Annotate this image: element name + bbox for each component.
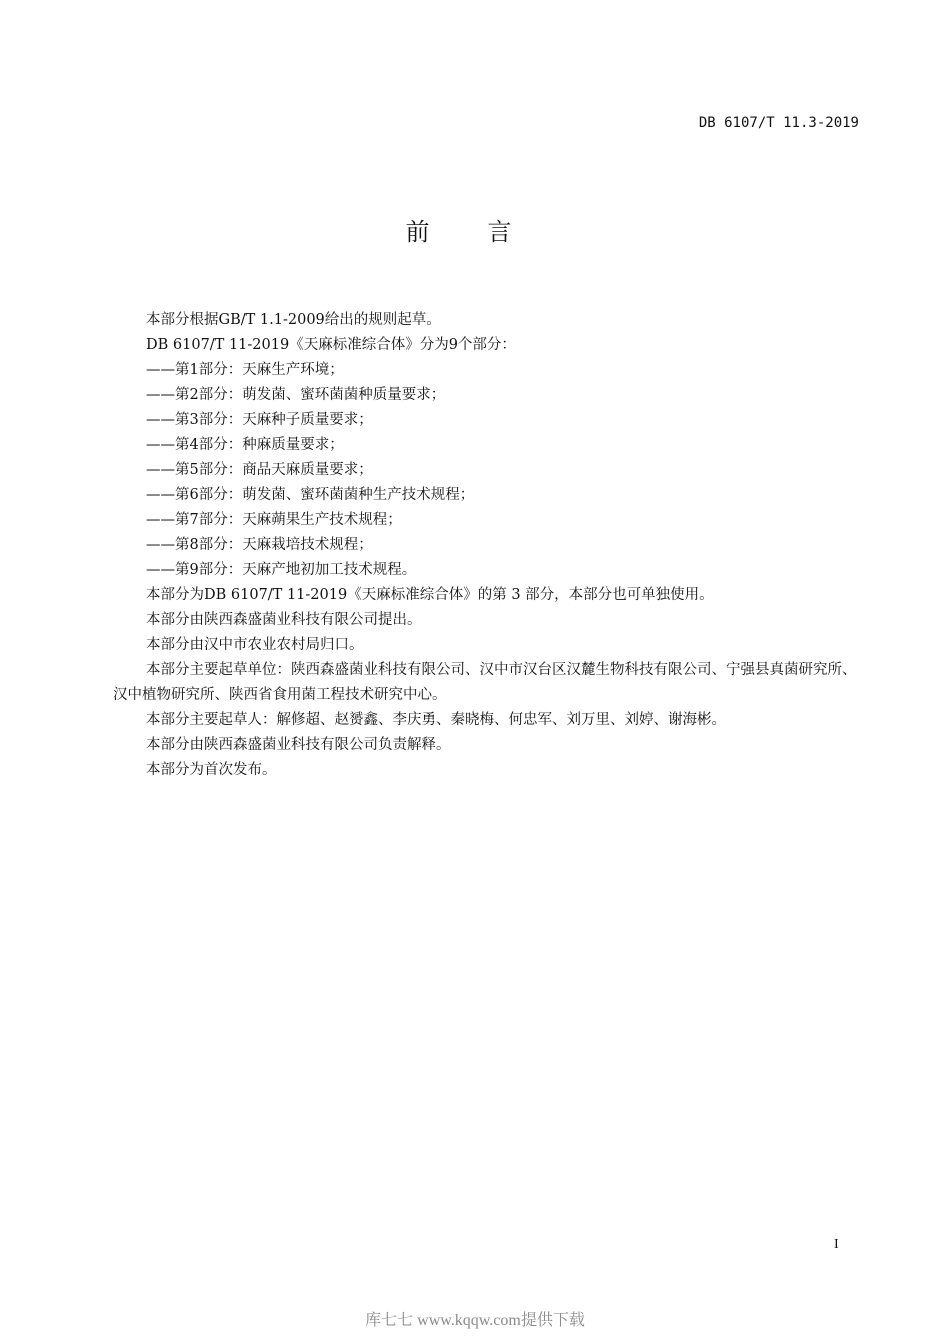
list-item-part-8: ——第8部分：天麻栽培技术规程； xyxy=(146,537,373,553)
paragraph-interpretation: 本部分由陕西森盛菌业科技有限公司负责解释。 xyxy=(146,737,451,753)
list-item-part-1: ——第1部分：天麻生产环境； xyxy=(146,362,344,378)
paragraph-drafting-rule: 本部分根据GB/T 1.1-2009给出的规则起草。 xyxy=(146,312,441,328)
list-item-part-4: ——第4部分：种麻质量要求； xyxy=(146,437,344,453)
list-item-part-5: ——第5部分：商品天麻质量要求； xyxy=(146,462,373,478)
paragraph-parts-intro: DB 6107/T 11-2019《天麻标准综合体》分为9个部分： xyxy=(146,337,516,353)
page-title: 前言 xyxy=(405,218,570,246)
document-body xyxy=(113,308,863,783)
list-item-part-3: ——第3部分：天麻种子质量要求； xyxy=(146,412,373,428)
list-item-part-6: ——第6部分：萌发菌、蜜环菌菌种生产技术规程； xyxy=(146,487,475,503)
list-item-part-7: ——第7部分：天麻蒴果生产技术规程； xyxy=(146,512,402,528)
download-watermark: 库七七 www.kqqw.com提供下载 xyxy=(365,1312,585,1329)
page-number: I xyxy=(834,1237,839,1252)
paragraph-this-part: 本部分为DB 6107/T 11-2019《天麻标准综合体》的第 3 部分，本部分也可单独使用。 xyxy=(146,587,714,603)
list-item-part-9: ——第9部分：天麻产地初加工技术规程。 xyxy=(146,562,417,578)
paragraph-drafting-units: 本部分主要起草单位：陕西森盛菌业科技有限公司、汉中市汉台区汉麓生物科技有限公司、宁强县真菌研究所、汉中植物研究所、陕西省食用菌工程技术研究中心。 xyxy=(113,662,857,703)
paragraph-drafters: 本部分主要起草人：解修超、赵赟鑫、李庆勇、秦晓梅、何忠军、刘万里、刘婷、谢海彬。 xyxy=(146,712,726,728)
list-item-part-2: ——第2部分：萌发菌、蜜环菌菌种质量要求； xyxy=(146,387,446,403)
paragraph-proposer: 本部分由陕西森盛菌业科技有限公司提出。 xyxy=(146,612,422,628)
document-code: DB 6107/T 11.3-2019 xyxy=(698,115,859,131)
paragraph-centralized: 本部分由汉中市农业农村局归口。 xyxy=(146,637,364,653)
paragraph-first-release: 本部分为首次发布。 xyxy=(146,762,277,778)
